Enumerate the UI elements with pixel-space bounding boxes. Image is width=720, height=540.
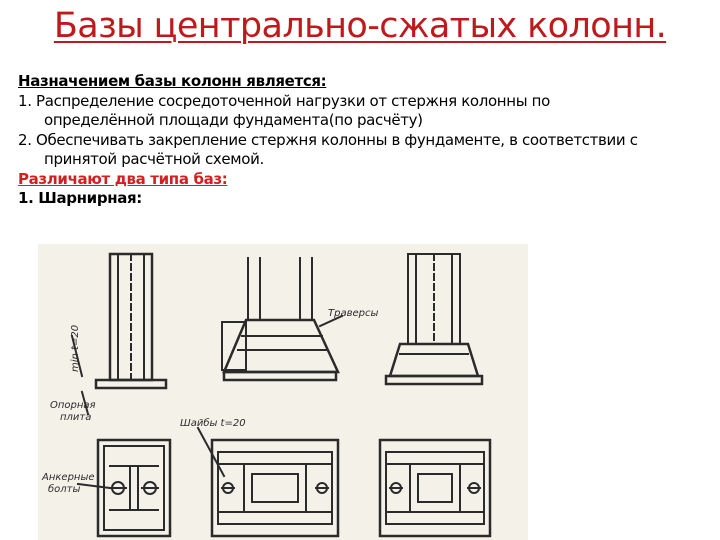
list-number: 1.	[18, 91, 32, 110]
left-elevation-view	[72, 254, 166, 414]
types-heading: Различают два типа баз:	[18, 169, 228, 188]
list-item-2	[18, 131, 718, 151]
anchor-bolts-label: Анкерные	[42, 472, 95, 483]
list-text: Обеспечивать закрепление стержня колонны в фундаменте, в соответствии с	[36, 130, 638, 149]
list-text: Распределение сосредоточенной нагрузки от стержня колонны по	[36, 91, 550, 110]
content-text	[18, 72, 718, 209]
anchor-bolts-label-2: болты	[48, 484, 81, 495]
middle-elevation-view	[222, 258, 342, 380]
base-plate-label-2: плита	[60, 412, 92, 423]
type-1-label: 1. Шарнирная:	[18, 189, 142, 207]
middle-plan-view	[198, 428, 338, 536]
page-title: Базы центрально-сжатых колонн.	[53, 6, 667, 46]
list-item-2-cont: принятой расчётной схемой.	[44, 150, 264, 168]
list-item-1-cont: определённой площади фундамента(по расчёту)	[44, 111, 423, 129]
washers-label: Шайбы t=20	[180, 418, 246, 429]
right-plan-view	[380, 440, 490, 536]
technical-drawing-svg	[38, 244, 528, 540]
left-plan-view	[78, 440, 170, 536]
min-thickness-label: min t=20	[70, 324, 81, 372]
traverse-label: Траверсы	[328, 308, 379, 319]
list-number: 2.	[18, 130, 32, 149]
intro-heading: Назначением базы колонн является:	[18, 72, 327, 90]
hinged-base-drawing	[38, 244, 528, 540]
list-item-1	[18, 92, 718, 112]
base-plate-label: Опорная	[50, 400, 96, 411]
right-elevation-view	[386, 254, 482, 384]
